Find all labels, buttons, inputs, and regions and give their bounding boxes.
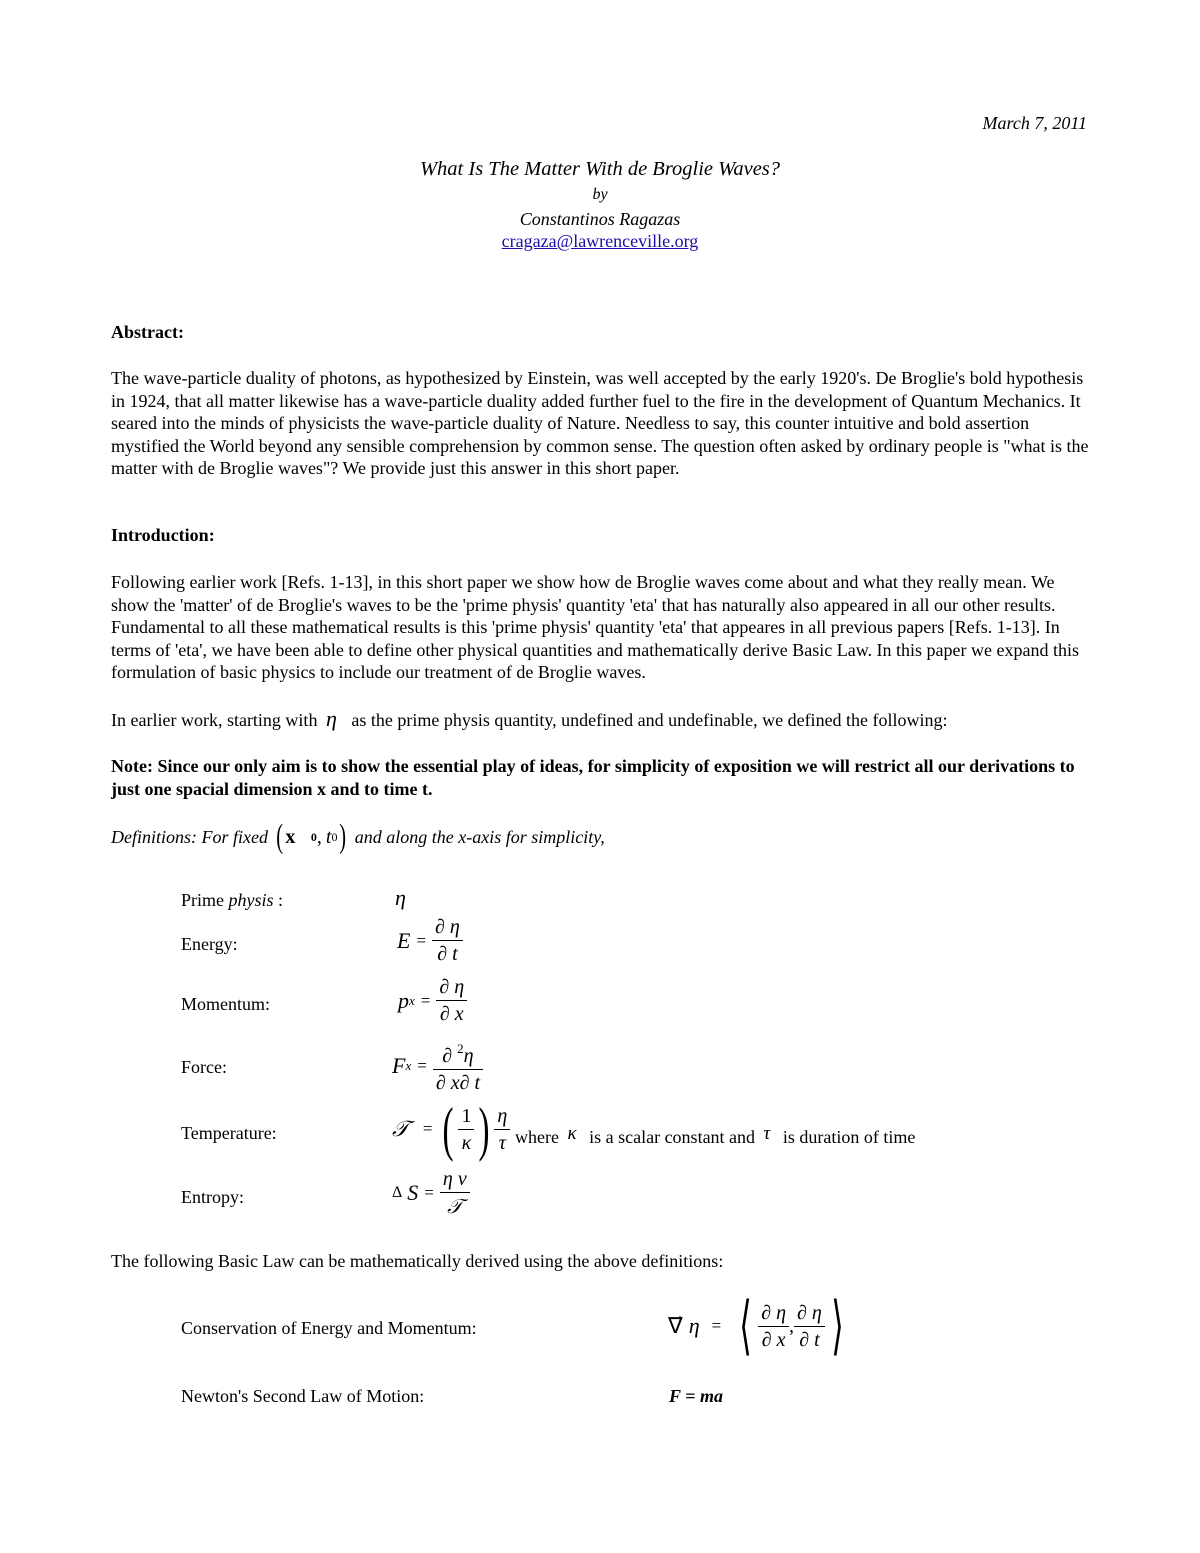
- basic-law-intro: The following Basic Law can be mathematically derived using the above definitions:: [111, 1251, 724, 1271]
- entropy-label: Entropy:: [181, 1187, 244, 1207]
- earlier-work-pre: In earlier work, starting with: [111, 710, 318, 730]
- conservation-label: Conservation of Energy and Momentum:: [181, 1318, 477, 1338]
- introduction-heading: Introduction:: [111, 525, 215, 545]
- scalar-constant-text: is a scalar constant and: [589, 1127, 756, 1147]
- kappa-symbol: κ: [567, 1123, 577, 1144]
- temperature-label: Temperature:: [181, 1123, 277, 1143]
- earlier-work-line: [111, 706, 948, 732]
- x0-t0-expression: ( x⃗ 0 , t 0 ): [276, 818, 347, 855]
- duration-text: is duration of time: [782, 1127, 916, 1147]
- introduction-text: Following earlier work [Refs. 1-13], in this short paper we show how de Broglie waves come about and what they really mean. We show the 'matter' of de Broglie's waves to be the 'prime physis' quantity 'eta' that has naturally also appeared in all our other results. Fundamental to all these mathematical results is this 'prime physis' quantity 'eta' that appeares in all previous papers [Refs. 1-13]. In terms of 'eta', we have been able to define other physical quantities and mathematically derive Basic Law. In this paper we expand this formulation of basic physics to include our treatment of de Broglie waves.: [111, 572, 1079, 683]
- momentum-formula: p x = $\frac{\partial \eta}{\partial x}$: [398, 974, 467, 1027]
- abstract-heading: Abstract:: [111, 322, 184, 342]
- email-wrapper: [0, 231, 1200, 252]
- momentum-label: Momentum:: [181, 994, 270, 1014]
- by-line: by: [592, 186, 608, 203]
- prime-physis-eta: η: [395, 885, 406, 910]
- force-label: Force:: [181, 1057, 227, 1077]
- paper-title: What Is The Matter With de Broglie Waves?: [419, 158, 781, 180]
- note-text: Note: Since our only aim is to show the essential play of ideas, for simplicity of exposition we will restrict all our derivations to just one spacial dimension x and to time t.: [111, 756, 1075, 799]
- date: March 7, 2011: [982, 113, 1087, 133]
- definitions-pre: Definitions: For fixed: [111, 826, 268, 847]
- prime-physis-label: Prime physis :: [181, 890, 284, 910]
- earlier-work-post: as the prime physis quantity, undefined and undefinable, we defined the following:: [351, 710, 948, 730]
- temperature-note: [515, 1123, 915, 1148]
- entropy-formula: Δ S = $\frac{\text{η ν}}{\text{𝒯}}$: [392, 1166, 470, 1219]
- newton-formula: F = ma: [669, 1386, 723, 1406]
- author-email-link[interactable]: cragaza@lawrenceville.org: [501, 231, 699, 251]
- where-text: where: [515, 1127, 559, 1147]
- energy-label: Energy:: [181, 934, 238, 954]
- temperature-formula: 𝒯 = ( $\frac{1}{\kappa}$ ) $\frac{\eta}{\tau}$: [392, 1099, 510, 1159]
- eta-symbol: η: [325, 706, 337, 731]
- conservation-formula: ∇⃗ η = ⟨ $\frac{\partial \eta}{\partial x}$ , $\frac{\partial \eta}{\partial t}$ ⟩: [668, 1290, 844, 1361]
- author-name: Constantinos Ragazas: [519, 209, 681, 229]
- tau-symbol: τ: [763, 1123, 771, 1144]
- abstract-text: The wave-particle duality of photons, as hypothesized by Einstein, was well accepted by the early 1920's. De Broglie's bold hypothesis in 1924, that all matter likewise has a wave-particle duality added further fuel to the fire in the development of Quantum Mechanics. It seared into the minds of physicists the wave-particle duality of Nature. Needless to say, this counter intuitive and bold assertion mystified the World beyond any sensible comprehension by common sense. The question often asked by ordinary people is "what is the matter with de Broglie waves"? We provide just this answer in this short paper.: [111, 368, 1089, 479]
- definitions-post: and along the x-axis for simplicity,: [354, 826, 605, 847]
- force-formula: F x = $\frac{\partial ^2\eta}{\partial x\partial t}$: [392, 1036, 483, 1096]
- definitions-line: [111, 818, 605, 856]
- energy-formula: E = $\frac{\partial \eta}{\partial t}$: [397, 914, 463, 967]
- newton-label: Newton's Second Law of Motion:: [181, 1386, 425, 1406]
